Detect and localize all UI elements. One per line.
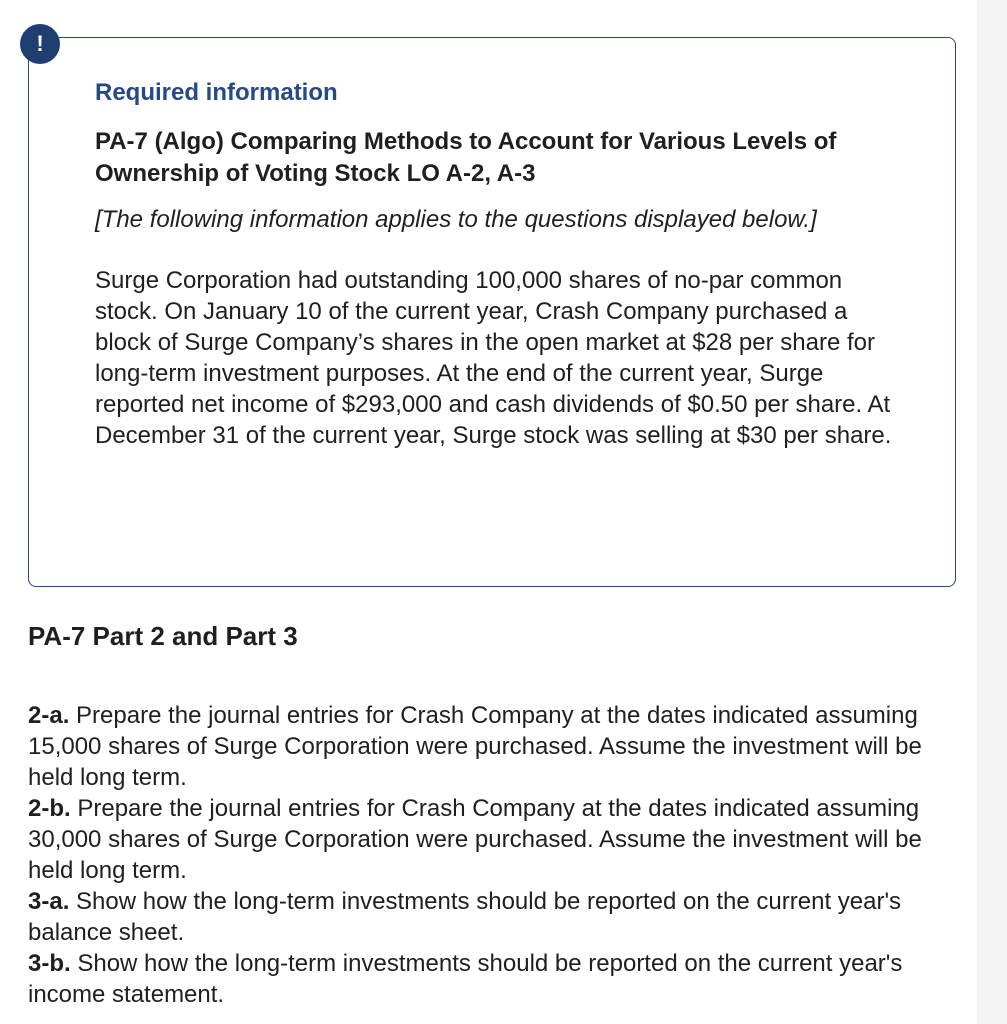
question-number: 3-a. xyxy=(28,888,70,915)
required-information-heading: Required information xyxy=(95,79,338,106)
question-item xyxy=(28,793,968,886)
required-information-panel xyxy=(28,37,956,587)
question-item xyxy=(28,700,968,793)
question-text: Show how the long-term investments should be reported on the current year's balance sheet. xyxy=(28,888,902,946)
problem-title: PA-7 (Algo) Comparing Methods to Account for Various Levels of Ownership of Voting Stock LO A-2, A-3 xyxy=(95,128,837,187)
question-text: Prepare the journal entries for Crash Company at the dates indicated assuming 15,000 shares of Surge Corporation were purchased. Assume the investment will be held long term. xyxy=(28,702,922,791)
question-number: 2-b. xyxy=(28,795,71,822)
applies-note: [The following information applies to the questions displayed below.] xyxy=(95,206,817,233)
question-list xyxy=(28,700,968,1010)
question-text: Prepare the journal entries for Crash Company at the dates indicated assuming 30,000 shares of Surge Corporation were purchased. Assume the investment will be held long term. xyxy=(28,795,922,884)
question-item xyxy=(28,948,968,1010)
scenario-text: Surge Corporation had outstanding 100,000 shares of no-par common stock. On January 10 of the current year, Crash Company purchased a block of Surge Company’s shares in the open market at $28 per share for long-term investment purposes. At the end of the current year, Surge reported net income of $293,000 and cash dividends of $0.50 per share. At December 31 of the current year, Surge stock was selling at $30 per share. xyxy=(95,267,892,449)
question-text: Show how the long-term investments should be reported on the current year's income statement. xyxy=(28,950,903,1008)
alert-icon: ! xyxy=(20,24,60,64)
question-item xyxy=(28,886,968,948)
part-title: PA-7 Part 2 and Part 3 xyxy=(28,621,298,651)
question-number: 3-b. xyxy=(28,950,71,977)
right-gutter xyxy=(977,0,1007,1024)
question-number: 2-a. xyxy=(28,702,70,729)
required-information-content xyxy=(95,78,895,451)
